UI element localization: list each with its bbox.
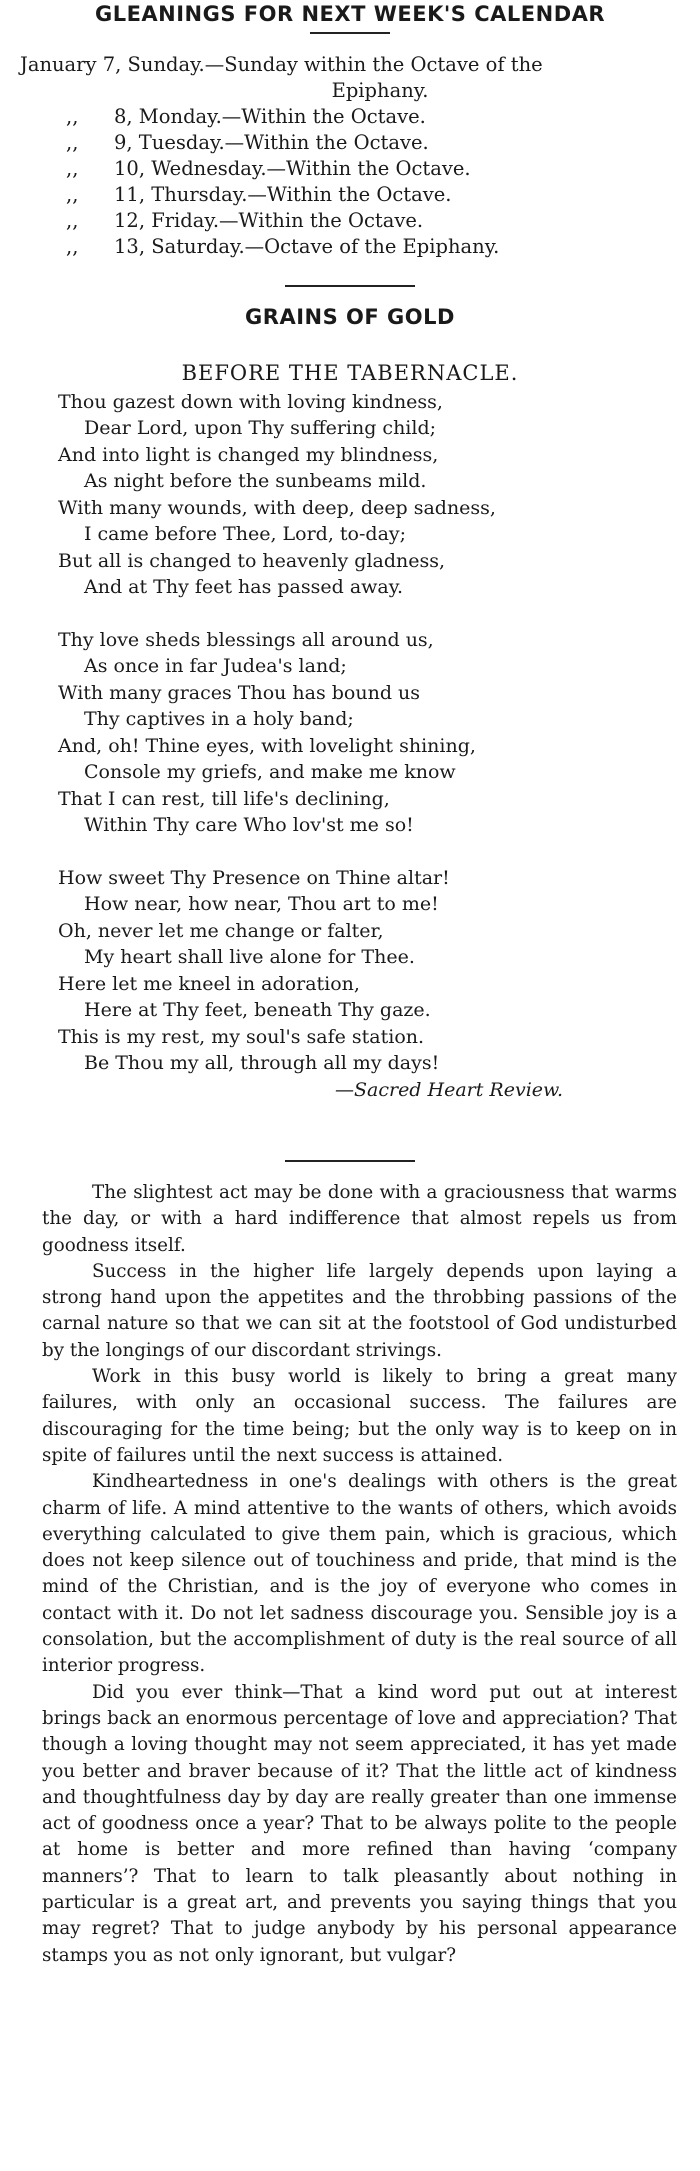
poem-line: Oh, never let me change or falter, [58, 919, 384, 942]
poem-line: As night before the sunbeams mild. [84, 470, 427, 492]
calendar-entry [20, 104, 680, 130]
poem-stanza [0, 389, 700, 601]
poem-line: That I can rest, till life's declining, [58, 787, 390, 810]
ditto-mark: ,, [66, 209, 79, 232]
calendar-entry-text: 10, Wednesday.—Within the Octave. [114, 157, 471, 180]
ditto-mark: ,, [66, 157, 79, 180]
section-divider [285, 285, 415, 287]
poem-line: As once in far Judea's land; [84, 655, 347, 677]
poem-line: With many wounds, with deep, deep sadness, [58, 496, 496, 519]
paragraph: Kindheartedness in one's dealings with others is the great charm of life. A mind attentive to the wants of others, which avoids everything calculated to give them pain, which is gracious, which does not keep silence out of touchiness and pride, that mind is the mind of the Christian, and is the joy of everyone who comes in contact with it. Do not let sadness discourage you. Sensible joy is a consolation, but the accomplishment of duty is the real source of all interior progress. [42, 1471, 677, 1677]
poem-line: My heart shall live alone for Thee. [84, 946, 415, 968]
poem-line: Within Thy care Who lov'st me so! [84, 814, 414, 836]
calendar-entry [20, 208, 680, 234]
poem-line: This is my rest, my soul's safe station. [58, 1025, 425, 1048]
poem-stanza [0, 865, 700, 1077]
calendar-entry [20, 130, 680, 156]
poem-attribution: —Sacred Heart Review. [335, 1078, 564, 1101]
poem-line: Dear Lord, upon Thy suffering child; [84, 417, 437, 439]
calendar-entry-text: 8, Monday.—Within the Octave. [114, 105, 426, 128]
poem-line: I came before Thee, Lord, to-day; [84, 523, 407, 545]
poem-line: Console my griefs, and make me know [84, 761, 456, 783]
calendar-entry [20, 156, 680, 182]
calendar-entry [20, 182, 680, 208]
poem-line: And at Thy feet has passed away. [84, 576, 404, 598]
calendar-heading: GLEANINGS FOR NEXT WEEK'S CALENDAR [94, 2, 606, 26]
paragraph: The slightest act may be done with a graciousness that warms the day, or with a hard indifference that almost repels us from goodness itself. [42, 1182, 677, 1256]
calendar-entry [20, 234, 680, 260]
paragraph: Did you ever think—That a kind word put out at interest brings back an enormous percentage of love and appreciation? That though a loving thought may not seem appreciated, it has yet made you better and braver because of it? That the little act of kindness and thoughtfulness day by day are really greater than one immense act of goodness once a year? That to be always polite to the people at home is better and more refined than having ‘company manners’? That to learn to talk pleasantly about nothing in particular is a great art, and prevents you saying things that you may regret? That to judge anybody by his personal appearance stamps you as not only ignorant, but vulgar? [42, 1681, 677, 1966]
poem-line: And into light is changed my blindness, [58, 443, 439, 466]
poem [0, 360, 700, 1103]
ditto-mark: ,, [66, 235, 79, 258]
poem-line: Here at Thy feet, beneath Thy gaze. [84, 999, 431, 1021]
poem-line: But all is changed to heavenly gladness, [58, 549, 446, 572]
poem-line: And, oh! Thine eyes, with lovelight shining, [58, 734, 476, 757]
poem-line: Here let me kneel in adoration, [58, 972, 360, 995]
article-body [42, 1180, 677, 1969]
section-divider [285, 1160, 415, 1162]
poem-line: Thy love sheds blessings all around us, [58, 628, 434, 651]
ditto-mark: ,, [66, 105, 79, 128]
calendar-entry-text: 9, Tuesday.—Within the Octave. [114, 131, 429, 154]
poem-line: Be Thou my all, through all my days! [84, 1052, 440, 1074]
calendar-entry-text: 12, Friday.—Within the Octave. [114, 209, 424, 232]
ditto-mark: ,, [66, 131, 79, 154]
calendar-entry-continuation: Epiphany. [331, 79, 429, 102]
calendar-entry-text: 11, Thursday.—Within the Octave. [114, 183, 452, 206]
poem-title: BEFORE THE TABERNACLE. [181, 361, 519, 385]
calendar-heading-underline [310, 32, 390, 34]
paragraph: Success in the higher life largely depends upon laying a strong hand upon the appetites and the throbbing passions of the carnal nature so that we can sit at the footstool of God undisturbed by the longings of our discordant strivings. [42, 1260, 677, 1361]
paragraph: Work in this busy world is likely to bring a great many failures, with only an occasional success. The failures are discouraging for the time being; but the only way is to keep on in spite of failures until the next success is attained. [42, 1366, 677, 1466]
calendar-list [20, 52, 680, 260]
poem-line: With many graces Thou has bound us [58, 681, 421, 704]
ditto-mark: ,, [66, 183, 79, 206]
poem-line: How sweet Thy Presence on Thine altar! [58, 866, 450, 889]
poem-line: Thy captives in a holy band; [84, 708, 354, 730]
poem-stanza [0, 627, 700, 839]
calendar-entry [20, 52, 680, 104]
poem-line: Thou gazest down with loving kindness, [58, 390, 443, 413]
calendar-entry-text: January 7, Sunday.—Sunday within the Octave of the [20, 53, 543, 76]
poem-line: How near, how near, Thou art to me! [84, 893, 439, 915]
grains-heading: GRAINS OF GOLD [245, 305, 455, 329]
calendar-entry-text: 13, Saturday.—Octave of the Epiphany. [114, 235, 500, 258]
